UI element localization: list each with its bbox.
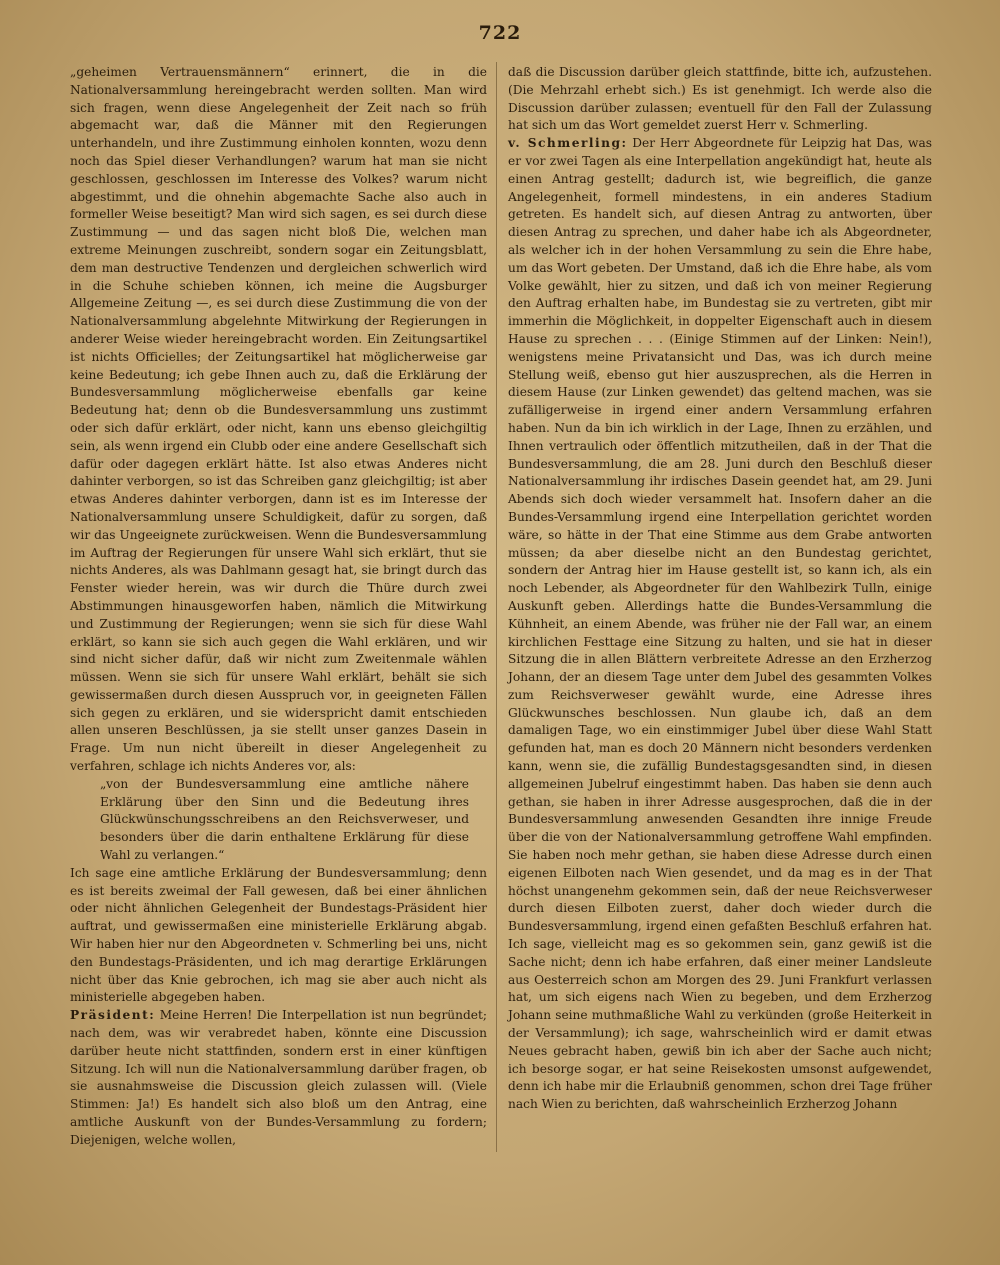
speaker-name: Präsident: <box>70 1008 156 1023</box>
motion-quote: „von der Bundesversammlung eine amtliche nähere Erklärung über den Sinn und die Bedeutung ihres Glückwünschungsschreibens an den Reichsverweser, und besonders über die darin enthaltene Erklärung für diese Wahl zu verlangen.“ <box>100 776 469 863</box>
speech-text: Meine Herren! Die Interpellation ist nun begründet; nach dem, was wir verabredet haben, könnte eine Discussion darüber heute nicht stattfinden, sondern erst in einer künftigen Sitzung. Ich will nun die Nationalversammlung darüber fragen, ob sie ausnahmsweise die Discussion gleich zulassen will. (Viele Stimmen: Ja!) Es handelt sich also bloß um den Antrag, eine amtliche Auskunft von der Bundes-Versammlung zu fordern; Diejenigen, welche wollen, <box>70 1008 487 1147</box>
right-column <box>508 64 932 1114</box>
speech-paragraph <box>508 135 932 1114</box>
speech-text: Der Herr Abgeordnete für Leipzig hat Das, was er vor zwei Tagen als eine Interpellation angekündigt hat, heute als einen Antrag gestellt; dadurch ist, wie begreiflich, die ganze Angelegenheit, formell mindestens, in ein anderes Stadium getreten. Es handelt sich, auf diesen Antrag zu antworten, über diesen Antrag zu sprechen, und daher habe ich als Abgeordneter, als welcher ich in der hohen Versammlung zu sein die Ehre habe, um das Wort gebeten. Der Umstand, daß ich die Ehre habe, als vom Volke gewählt, hier zu sitzen, und daß ich von meiner Regierung den Auftrag erhalten habe, im Bundestag sie zu vertreten, gibt mir immerhin die Möglichkeit, in doppelter Eigenschaft auch in diesem Hause zu sprechen . . . (Einige Stimmen auf der Linken: Nein!), wenigstens meine Privatansicht und Das, was ich durch meine Stellung weiß, ebenso gut hier auszusprechen, als die Herren in diesem Hause (zur Linken gewendet) das geltend machen, was sie zufälligerweise in irgend einer andern Versammlung erfahren haben. Nun da bin ich wirklich in der Lage, Ihnen zu erzählen, und Ihnen vertraulich oder öffentlich mitzutheilen, daß in der That die Bundesversammlung, die am 28. Juni durch den Beschluß dieser Nationalversammlung ihr irdisches Dasein geendet hat, am 29. Juni Abends sich doch wieder versammelt hat. Insofern daher an die Bundes-Versammlung irgend eine Interpellation gerichtet worden wäre, so hätte in der That eine Stimme aus dem Grabe antworten müssen; da aber dieselbe nicht an den Bundestag gerichtet, sondern der Antrag hier im Hause gestellt ist, so kann ich, als ein noch Lebender, als Abgeordneter für den Wahlbezirk Tulln, einige Auskunft geben. Allerdings hatte die Bundes-Versammlung die Kühnheit, an einem Abende, was früher nie der Fall war, an einem kirchlichen Festtage eine Sitzung zu halten, und sie hat in dieser Sitzung die in allen Blättern verbreitete Adresse an den Erzherzog Johann, der an diesem Tage unter dem Jubel des gesammten Volkes zum Reichsverweser gewählt wurde, eine Adresse ihres Glückwunsches beschlossen. Nun glaube ich, daß an dem damaligen Tage, wo ein einstimmiger Jubel über diese Wahl Statt gefunden hat, man es doch 20 Männern nicht besonders verdenken kann, wenn sie, die zufällig Bundestagsgesandten sind, in diesen allgemeinen Jubelruf eingestimmt haben. Das haben sie denn auch gethan, sie haben in ihrer Adresse ausgesprochen, daß die in der Bundesversammlung anwesenden Gesandten ihre innige Freude über die von der Nationalversammlung getroffene Wahl empfinden. Sie haben noch mehr gethan, sie haben diese Adresse durch einen eigenen Eilboten nach Wien gesendet, und da mag es in der That höchst unangenehm gekommen sein, daß der neue Reichsverweser durch diesen Eilboten zuerst, daher doch wieder durch die Bundesversammlung, irgend einen gefaßten Beschluß erfahren hat. Ich sage, vielleicht mag es so gekommen sein, ganz gewiß ist die Sache nicht; denn ich habe erfahren, daß einer meiner Landsleute aus Oesterreich schon am Morgen des 29. Juni Frankfurt verlassen hat, um sich eigens nach Wien zu begeben, und dem Erzherzog Johann seine muthmaßliche Wahl zu verkünden (große Heiterkeit in der Versammlung); ich sage, wahrscheinlich wird er damit etwas Neues gebracht haben, gewiß bin ich aber der Sache auch nicht; ich besorge sogar, er hat seine Reisekosten umsonst aufgewendet, denn ich habe mir die Erlaubniß genommen, schon drei Tage früher nach Wien zu berichten, daß wahrscheinlich Erzherzog Johann <box>508 136 932 1112</box>
paragraph: daß die Discussion darüber gleich stattfinde, bitte ich, aufzustehen. (Die Mehrzahl erhebt sich.) Es ist genehmigt. Ich werde also die Discussion darüber zulassen; eventuell für den Fall der Zulassung hat sich um das Wort gemeldet zuerst Herr v. Schmerling. <box>508 65 932 133</box>
column-divider <box>496 62 497 1152</box>
speech-paragraph <box>70 1007 487 1149</box>
speaker-name: v. Schmerling: <box>508 136 628 151</box>
paragraph: Ich sage eine amtliche Erklärung der Bundesversammlung; denn es ist bereits zweimal der Fall gewesen, daß bei einer ähnlichen oder nicht ähnlichen Gelegenheit der Bundestags-Präsident hier auftrat, und gewissermaßen eine ministerielle Erklärung abgab. Wir haben hier nur den Abgeordneten v. Schmerling bei uns, nicht den Bundestags-Präsidenten, und ich mag derartige Erklärungen nicht über das Knie gebrochen, ich mag sie aber auch nicht als ministerielle abgegeben haben. <box>70 865 487 1005</box>
paragraph: „geheimen Vertrauensmännern“ erinnert, die in die Nationalversammlung hereingebracht werden sollten. Man wird sich fragen, wenn diese Angelegenheit der Zeit nach so früh abgemacht war, daß die Männer mit den Regierungen unterhandeln, und ihre Zustimmung einholen konnten, wozu denn noch das Spiel dieser Verhandlungen? warum hat man sie nicht geschlossen, geschlossen im Interesse des Volkes? warum nicht abgestimmt, und die ohnehin abgemachte Sache also auch in formeller Weise beseitigt? Man wird sich sagen, es sei durch diese Zustimmung — und das sagen nicht bloß Die, welchen man extreme Meinungen zuschreibt, sondern sogar ein Zeitungsblatt, dem man destructive Tendenzen und dergleichen schwerlich wird in die Schuhe schieben können, ich meine die Augsburger Allgemeine Zeitung —, es sei durch diese Zustimmung die von der Nationalversammlung abgelehnte Mitwirkung der Regierungen in anderer Weise wieder hereingebracht worden. Ein Zeitungsartikel ist nichts Officielles; der Zeitungsartikel hat möglicherweise gar keine Bedeutung; ich gebe Ihnen auch zu, daß die Erklärung der Bundesversammlung möglicherweise ebenfalls gar keine Bedeutung hat; denn ob die Bundesversammlung uns zustimmt oder sich dafür erklärt, oder nicht, kann uns ebenso gleichgiltig sein, als wenn irgend ein Clubb oder eine andere Gesellschaft sich dafür oder dagegen erklärt hätte. Ist also etwas Anderes nicht dahinter verborgen, so ist das Schreiben ganz gleichgiltig; ist aber etwas Anderes dahinter verborgen, dann ist es im Interesse der Nationalversammlung unsere Schuldigkeit, dafür zu sorgen, daß wir das Ungeeignete zurückweisen. Wenn die Bundesversammlung im Auftrag der Regierungen für unsere Wahl sich erklärt, thut sie nichts Anderes, als was Dahlmann gesagt hat, sie bringt durch das Fenster wieder herein, was wir durch die Thüre durch zwei Abstimmungen hinausgeworfen haben, nämlich die Mitwirkung und Zustimmung der Regierungen; wenn sie sich für diese Wahl erklärt, so kann sie sich auch gegen die Wahl erklären, und wir sind nicht sicher dafür, daß wir nicht zum Zweitenmale wählen müssen. Wenn sie sich für unsere Wahl erklärt, behält sie sich gewissermaßen durch diesen Ausspruch vor, in geeigneten Fällen sich gegen zu erklären, und sie widerspricht damit entschieden allen unseren Beschlüssen, ja sie stellt unser ganzes Dasein in Frage. Um nun nicht übereilt in dieser Angelegenheit zu verfahren, schlage ich nichts Anderes vor, als: <box>70 65 487 774</box>
page-number: 722 <box>478 22 522 44</box>
left-column <box>70 64 487 1150</box>
